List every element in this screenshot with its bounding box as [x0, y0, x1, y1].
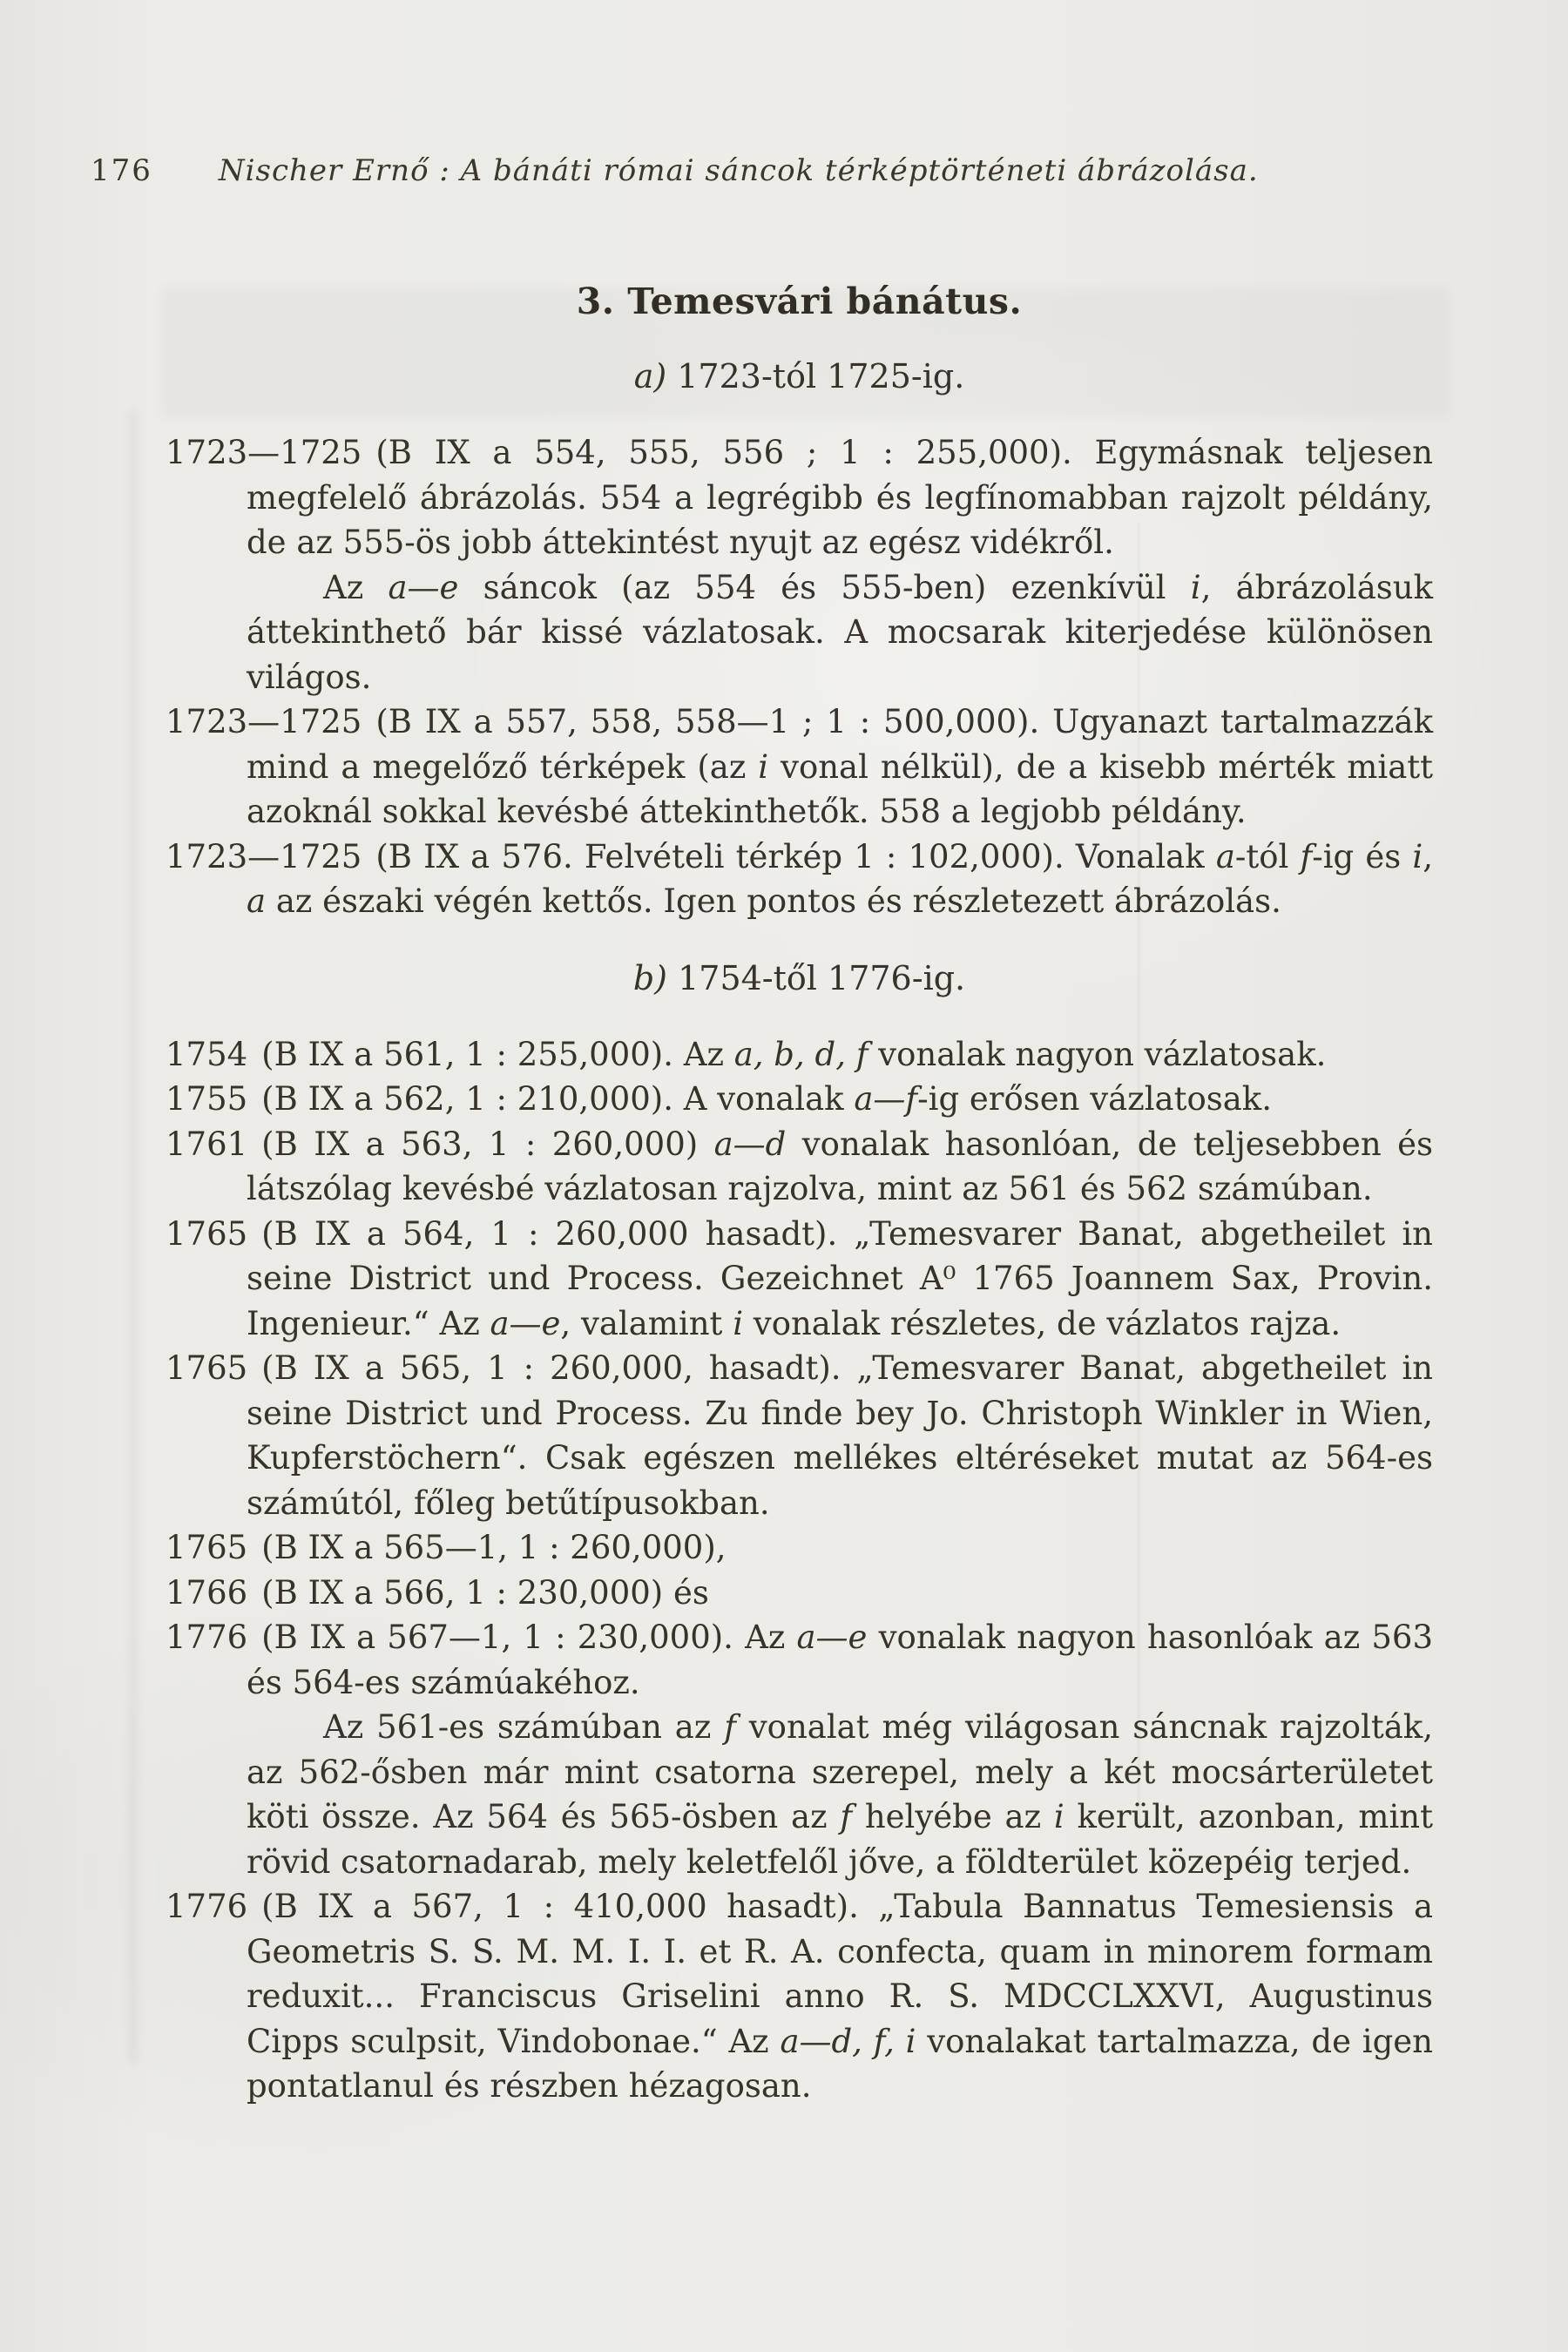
text-segment: 1723-tól 1725-ig.: [677, 357, 965, 395]
text-segment: került, azonban, mint rövid csatornadarab, mely keletfelől jőve, a földterület közepéig terjed.: [247, 1798, 1433, 1881]
text-segment: -ig és: [1312, 837, 1413, 875]
text-segment: vonalak nagyon hasonlóak az 563 és 564-es számúakéhoz.: [247, 1619, 1434, 1701]
map-line-letter: a: [247, 882, 267, 920]
page-header: [91, 153, 1450, 188]
text-segment: (B IX a 566, 1 : 230,000) és: [261, 1573, 709, 1612]
entry-year-label: 1754: [166, 1035, 248, 1073]
map-line-letter: b): [632, 958, 679, 997]
text-segment: (B IX a 563, 1 : 260,000): [261, 1125, 714, 1163]
text-segment: Az 561-es számúban az: [323, 1708, 725, 1746]
map-line-letter: a—e: [388, 568, 459, 606]
scan-gutter-shadow: [129, 409, 138, 2065]
text-segment: vonalakat tartalmazza, de igen pontatlanul és részben hézagosan.: [247, 2022, 1434, 2105]
entry-year-label: 1765: [166, 1214, 248, 1253]
text-segment: (B IX a 562, 1 : 210,000). A vonalak: [261, 1080, 855, 1118]
text-segment: (B IX a 565, 1 : 260,000, hasadt). „Temesvarer Banat, abgetheilet in seine District und Process. Zu finde bey Jo. Christoph Winkler in Wien, Kupferstöchern“. Csak egészen mellékes eltéréseket mutat az 564-es számútól, főleg betűtípusokban.: [247, 1349, 1433, 1522]
catalog-entry: [166, 1884, 1433, 2109]
map-line-letter: a—e: [490, 1304, 561, 1342]
catalog-entry: [166, 430, 1433, 565]
map-line-letter: i: [733, 1304, 744, 1342]
running-title: Nischer Ernő : A bánáti római sáncok térképtörténeti ábrázolása.: [218, 153, 1259, 188]
map-line-letter: i: [1053, 1798, 1064, 1835]
text-segment: sáncok (az 554 és 555-ben) ezenkívül: [458, 568, 1191, 606]
catalog-entry: [166, 1525, 1433, 1571]
entry-year-label: 1723—1725: [166, 703, 362, 740]
entry-year-label: 1766: [166, 1573, 248, 1612]
map-line-letter: a—e: [796, 1619, 868, 1656]
text-segment: vonalat még világosan sáncnak rajzolták, az 562-ősben már mint csatorna szerepel, mely a két mocsárterületet köti össze. Az 564 és 565-ösben az: [247, 1708, 1433, 1835]
text-segment: vonal nélkül), de a kisebb mérték miatt azoknál sokkal kevésbé áttekinthetők. 558 a legjobb példány.: [247, 747, 1433, 830]
map-line-letter: a—d, f, i: [780, 2022, 916, 2060]
text-segment: ,: [1423, 837, 1433, 875]
text-segment: (B IX a 567—1, 1 : 230,000). Az: [261, 1619, 797, 1656]
map-line-letter: a, b, d, f: [733, 1035, 868, 1073]
entry-year-label: 1765: [166, 1349, 248, 1387]
map-line-letter: f: [724, 1708, 736, 1746]
page-number: 176: [91, 153, 152, 188]
text-segment: az északi végén kettős. Igen pontos és részletezett ábrázolás.: [266, 882, 1281, 920]
text-segment: 1754-től 1776-ig.: [678, 958, 966, 997]
text-column: [166, 280, 1433, 2109]
subsection-heading: [166, 959, 1433, 997]
text-segment: vonalak hasonlóan, de teljesebben és látszólag kevésbé vázlatosan rajzolva, mint az 561 és 562 számúban.: [247, 1125, 1433, 1207]
text-segment: -tól: [1234, 837, 1301, 875]
text-segment: (B IX a 567, 1 : 410,000 hasadt). „Tabula Bannatus Temesiensis a Geometris S. S. M. M. I. I. et R. A. confecta, quam in minorem formam reduxit... Franciscus Griselini anno R. S. MDCCLXXVI, Augustinus Cipps sculpsit, Vindobonae.“ Az: [247, 1888, 1433, 2060]
map-line-letter: i: [758, 747, 769, 786]
text-segment: , ábrázolásuk áttekinthető bár kissé vázlatosak. A mocsarak kiterjedése különösen világos.: [247, 568, 1433, 696]
entry-year-label: 1776: [166, 1619, 248, 1656]
text-segment: (B IX a 557, 558, 558—1 ; 1 : 500,000). Ugyanazt tartalmazzák mind a megelőző térképek (az: [247, 703, 1433, 786]
catalog-entry: [166, 1571, 1433, 1616]
map-line-letter: a—f: [854, 1080, 918, 1118]
catalog-content: [166, 357, 1433, 2109]
subsection-heading: [166, 357, 1433, 395]
text-segment: (B IX a 564, 1 : 260,000 hasadt). „Temesvarer Banat, abgetheilet in seine District und Process. Gezeichnet A⁰ 1765 Joannem Sax, Provin. Ingenieur.“ Az: [247, 1214, 1433, 1342]
text-segment: vonalak nagyon vázlatosak.: [868, 1035, 1327, 1073]
entry-year-label: 1723—1725: [166, 837, 362, 875]
entry-year-label: 1755: [166, 1080, 248, 1118]
catalog-entry: [166, 1212, 1433, 1347]
map-line-letter: a: [1215, 837, 1235, 875]
catalog-entry: [166, 1346, 1433, 1525]
text-segment: (B IX a 576. Felvételi térkép 1 : 102,000). Vonalak: [375, 837, 1216, 875]
map-line-letter: i: [1190, 568, 1201, 606]
text-segment: , valamint: [560, 1304, 733, 1342]
catalog-entry: [166, 835, 1433, 924]
text-segment: vonalak részletes, de vázlatos rajza.: [743, 1304, 1342, 1342]
map-line-letter: i: [1412, 837, 1423, 875]
text-segment: (B IX a 565—1, 1 : 260,000),: [261, 1529, 727, 1566]
catalog-entry: [166, 1032, 1433, 1078]
catalog-entry: [166, 1122, 1433, 1212]
entry-year-label: 1723—1725: [166, 434, 362, 471]
map-line-letter: f: [1300, 837, 1313, 875]
catalog-entry: [166, 700, 1433, 835]
text-segment: (B IX a 561, 1 : 255,000). Az: [261, 1035, 734, 1073]
body-paragraph: [166, 1705, 1433, 1884]
catalog-entry: [166, 1077, 1433, 1122]
map-line-letter: a): [633, 357, 678, 395]
text-segment: Az: [323, 568, 389, 606]
text-segment: -ig erősen vázlatosak.: [917, 1080, 1272, 1118]
catalog-entry: [166, 1615, 1433, 1705]
section-heading: 3. Temesvári bánátus.: [576, 280, 1023, 322]
body-paragraph: [166, 565, 1433, 700]
map-line-letter: a—d: [713, 1125, 787, 1163]
entry-year-label: 1761: [166, 1125, 248, 1163]
map-line-letter: f: [840, 1798, 853, 1835]
text-segment: (B IX a 554, 555, 556 ; 1 : 255,000). Egymásnak teljesen megfelelő ábrázolás. 554 a legrégibb és legfínomabban rajzolt példány, de az 555-ös jobb áttekintést nyujt az egész vidékről.: [247, 434, 1433, 561]
text-segment: helyébe az: [852, 1798, 1054, 1835]
entry-year-label: 1776: [166, 1888, 248, 1925]
entry-year-label: 1765: [166, 1529, 248, 1566]
